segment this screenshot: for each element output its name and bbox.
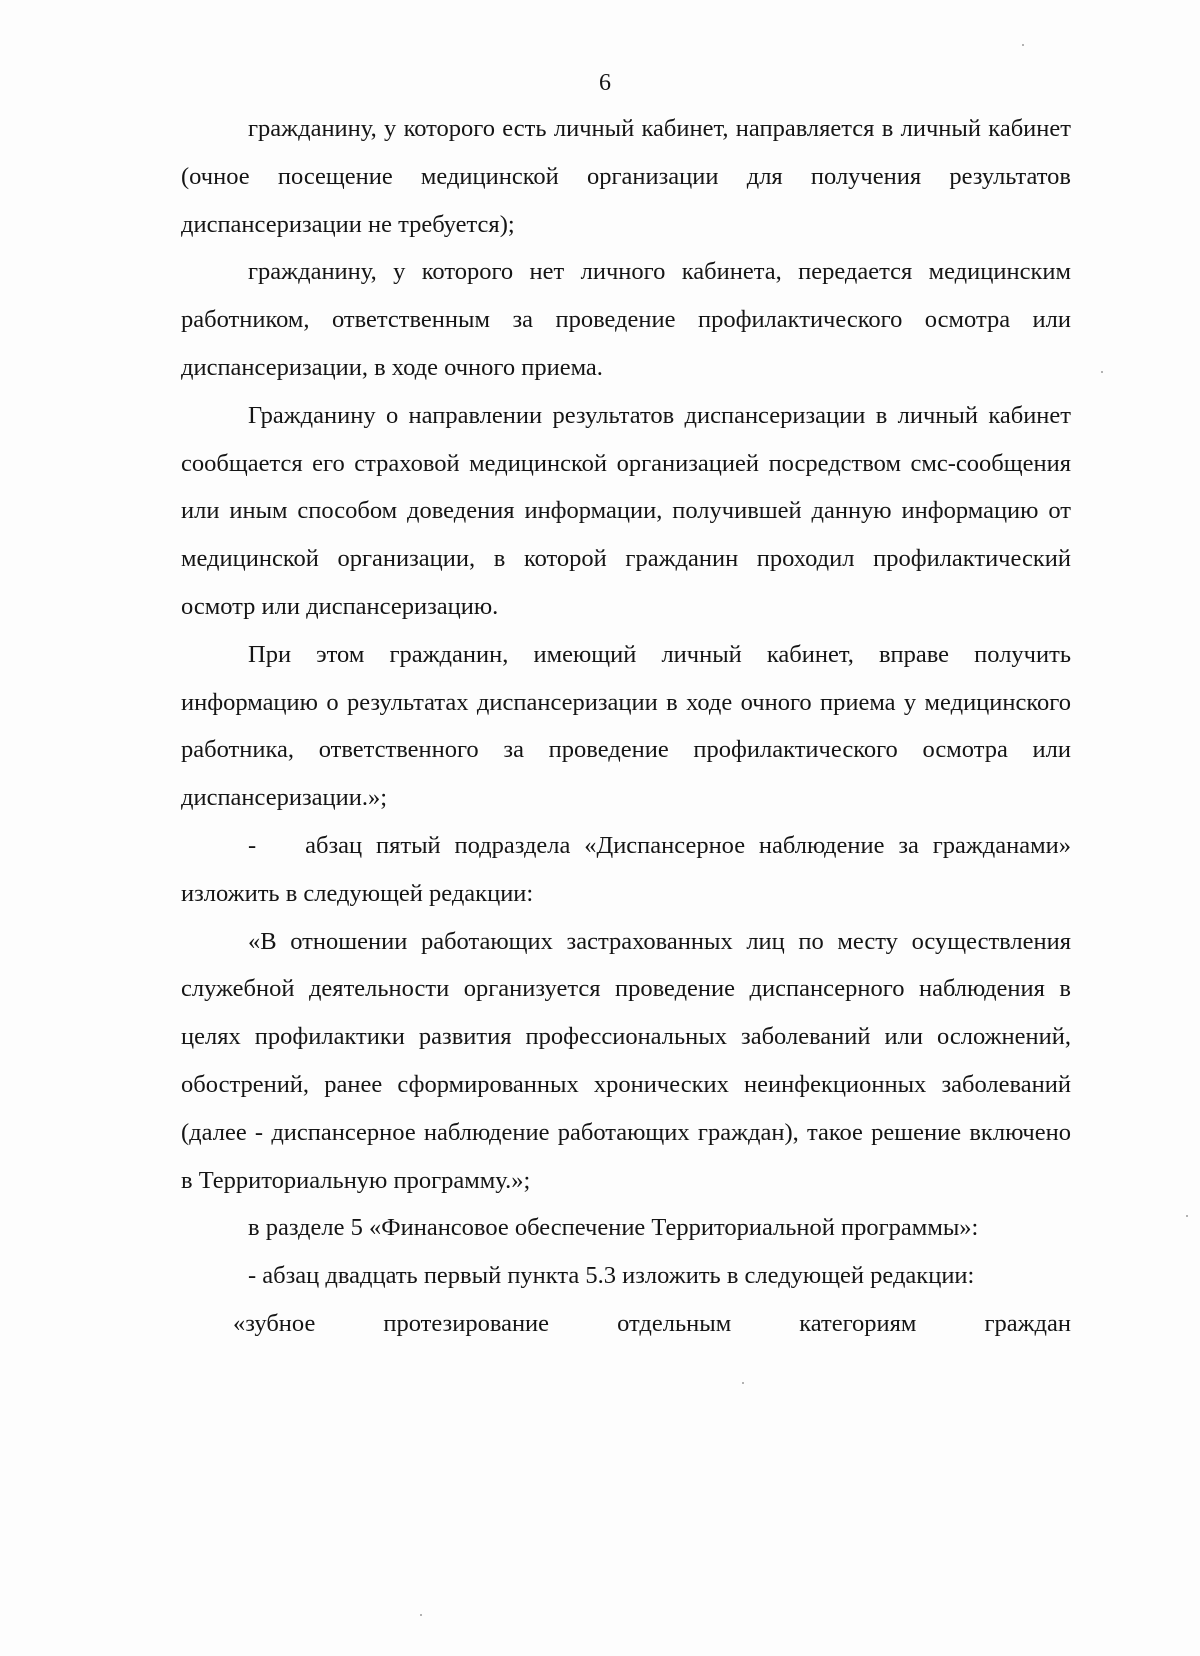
scan-speck [742,1382,744,1384]
paragraph-8: - абзац двадцать первый пункта 5.3 изложить в следующей редакции: [248,1262,975,1290]
paragraph-2: гражданину, у которого нет личного кабинета, передается медицинским работником, ответственным за проведение профилактического осмотра или диспансеризации, в ходе очного приема. [181,258,1071,381]
paragraph-6: «В отношении работающих застрахованных лиц по месту осуществления служебной деятельности организуется проведение диспансерного наблюдения в целях профилактики развития профессиональных заболеваний или осложнений, обострений, ранее сформированных хронических неинфекционных заболеваний (далее - диспансерное наблюдение работающих граждан), такое решение включено в Территориальную программу.»; [181,927,1071,1194]
scan-speck [420,1614,422,1616]
paragraph-5: - абзац пятый подраздела «Диспансерное наблюдение за гражданами» изложить в следующей редакции: [181,831,1071,907]
scan-speck [1022,44,1024,46]
page-number: 6 [599,70,611,96]
paragraph-3: Гражданину о направлении результатов диспансеризации в личный кабинет сообщается его страховой медицинской организацией посредством смс-сообщения или иным способом доведения информации, получившей данную информацию от медицинской организации, в которой гражданин проходил профилактический осмотр или диспансеризацию. [181,401,1071,620]
paragraph-9: «зубное протезирование отдельным категориям граждан [233,1309,1071,1337]
paragraph-1: гражданину, у которого есть личный кабинет, направляется в личный кабинет (очное посещение медицинской организации для получения результатов диспансеризации не требуется); [181,115,1071,238]
scan-speck [1186,1215,1188,1217]
paragraph-4: При этом гражданин, имеющий личный кабинет, вправе получить информацию о результатах диспансеризации в ходе очного приема у медицинского работника, ответственного за проведение профилактического осмотра или диспансеризации.»; [181,640,1071,812]
document-body [181,105,1071,1348]
scan-speck [1101,371,1103,373]
paragraph-7: в разделе 5 «Финансовое обеспечение Территориальной программы»: [248,1214,979,1242]
